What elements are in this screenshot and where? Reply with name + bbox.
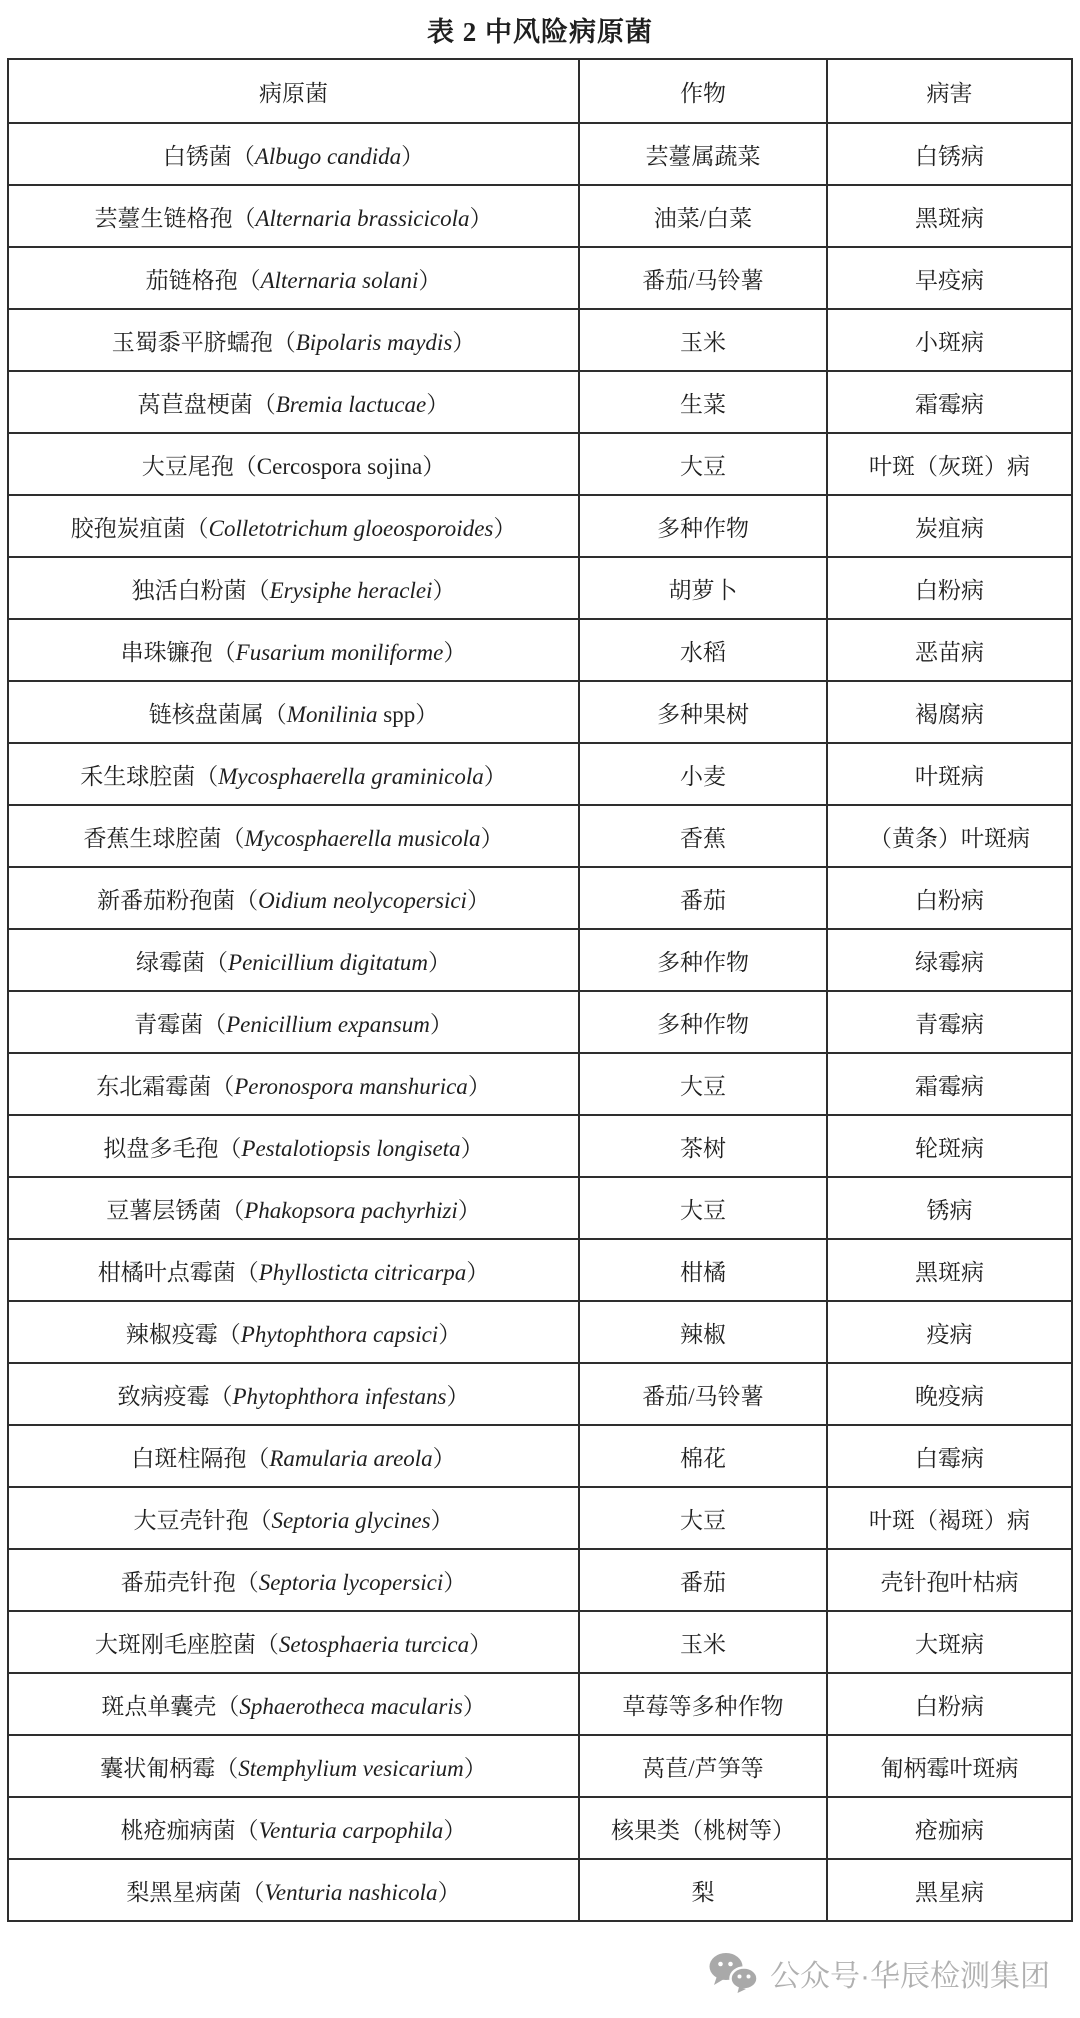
pathogen-cell: 玉蜀黍平脐蠕孢（Bipolaris maydis） [8,309,579,371]
crop-cell: 番茄/马铃薯 [579,247,827,309]
disease-cell: 晚疫病 [827,1363,1072,1425]
table-row [8,185,1072,247]
latin-name: Alternaria brassicicola [255,205,470,231]
disease-cell: （黄条）叶斑病 [827,805,1072,867]
pathogen-cell: 柑橘叶点霉菌（Phyllosticta citricarpa） [8,1239,579,1301]
table-row [8,1301,1072,1363]
pathogen-cell: 香蕉生球腔菌（Mycosphaerella musicola） [8,805,579,867]
latin-name: Phakopsora pachyrhizi [244,1197,458,1223]
latin-name: Bremia lactucae [275,391,427,417]
crop-cell: 多种果树 [579,681,827,743]
disease-cell: 绿霉病 [827,929,1072,991]
latin-name: Monilinia [286,701,378,727]
latin-name: Cercospora sojina [256,453,423,479]
table-body [8,123,1072,1921]
crop-cell: 大豆 [579,1487,827,1549]
disease-cell: 青霉病 [827,991,1072,1053]
table-row [8,1735,1072,1797]
column-header-disease: 病害 [827,59,1072,123]
latin-name: Mycosphaerella musicola [244,825,481,851]
latin-name: Ramularia areola [269,1445,433,1471]
table-row [8,991,1072,1053]
latin-name: Peronospora manshurica [234,1073,468,1099]
disease-cell: 大斑病 [827,1611,1072,1673]
table-row [8,867,1072,929]
pathogen-cell: 青霉菌（Penicillium expansum） [8,991,579,1053]
pathogen-cell: 独活白粉菌（Erysiphe heraclei） [8,557,579,619]
table-row [8,1363,1072,1425]
crop-cell: 柑橘 [579,1239,827,1301]
latin-name: Stemphylium vesicarium [238,1755,464,1781]
table-row [8,1487,1072,1549]
disease-cell: 褐腐病 [827,681,1072,743]
disease-cell: 恶苗病 [827,619,1072,681]
table-row [8,1239,1072,1301]
pathogen-cell: 番茄壳针孢（Septoria lycopersici） [8,1549,579,1611]
latin-name: Phyllosticta citricarpa [258,1259,467,1285]
crop-cell: 梨 [579,1859,827,1921]
table-row [8,1053,1072,1115]
table-row [8,1673,1072,1735]
wechat-icon [708,1952,760,1994]
pathogen-cell: 禾生球腔菌（Mycosphaerella graminicola） [8,743,579,805]
crop-cell: 多种作物 [579,929,827,991]
pathogen-cell: 茄链格孢（Alternaria solani） [8,247,579,309]
disease-cell: 白霉病 [827,1425,1072,1487]
crop-cell: 茶树 [579,1115,827,1177]
table-row [8,619,1072,681]
table-row [8,1177,1072,1239]
pathogen-cell: 白锈菌（Albugo candida） [8,123,579,185]
table-row [8,371,1072,433]
table-row [8,123,1072,185]
disease-cell: 轮斑病 [827,1115,1072,1177]
table-row [8,805,1072,867]
pathogen-cell: 梨黑星病菌（Venturia nashicola） [8,1859,579,1921]
disease-cell: 疫病 [827,1301,1072,1363]
table-header [8,59,1072,123]
disease-cell: 锈病 [827,1177,1072,1239]
disease-cell: 炭疽病 [827,495,1072,557]
crop-cell: 辣椒 [579,1301,827,1363]
disease-cell: 壳针孢叶枯病 [827,1549,1072,1611]
disease-cell: 早疫病 [827,247,1072,309]
watermark-footer [0,1928,1080,2018]
crop-cell: 小麦 [579,743,827,805]
crop-cell: 莴苣/芦笋等 [579,1735,827,1797]
pathogen-cell: 芸薹生链格孢（Alternaria brassicicola） [8,185,579,247]
disease-cell: 白锈病 [827,123,1072,185]
crop-cell: 水稻 [579,619,827,681]
disease-cell: 白粉病 [827,557,1072,619]
table-row [8,1859,1072,1921]
column-header-crop: 作物 [579,59,827,123]
table-row [8,557,1072,619]
crop-cell: 生菜 [579,371,827,433]
crop-cell: 胡萝卜 [579,557,827,619]
disease-cell: 叶斑（褐斑）病 [827,1487,1072,1549]
table-row [8,929,1072,991]
latin-name: Sphaerotheca macularis [239,1693,463,1719]
disease-cell: 匍柄霉叶斑病 [827,1735,1072,1797]
latin-name: Septoria lycopersici [258,1569,444,1595]
disease-cell: 黑斑病 [827,185,1072,247]
latin-name: Erysiphe heraclei [269,577,433,603]
disease-cell: 小斑病 [827,309,1072,371]
pathogen-cell: 拟盘多毛孢（Pestalotiopsis longiseta） [8,1115,579,1177]
latin-name: Penicillium expansum [226,1011,430,1037]
crop-cell: 草莓等多种作物 [579,1673,827,1735]
pathogen-cell: 莴苣盘梗菌（Bremia lactucae） [8,371,579,433]
table-row [8,1425,1072,1487]
latin-name: Colletotrichum gloeosporoides [208,515,494,541]
column-header-pathogen: 病原菌 [8,59,579,123]
pathogen-cell: 致病疫霉（Phytophthora infestans） [8,1363,579,1425]
latin-name: Bipolaris maydis [295,329,453,355]
pathogen-cell: 桃疮痂病菌（Venturia carpophila） [8,1797,579,1859]
table-row [8,495,1072,557]
latin-name: Phytophthora capsici [240,1321,439,1347]
crop-cell: 油菜/白菜 [579,185,827,247]
table-row [8,1797,1072,1859]
latin-name: Albugo candida [254,143,402,169]
pathogen-cell: 斑点单囊壳（Sphaerotheca macularis） [8,1673,579,1735]
latin-name: Fusarium moniliforme [235,639,444,665]
pathogen-cell: 链核盘菌属（Monilinia spp） [8,681,579,743]
pathogen-cell: 白斑柱隔孢（Ramularia areola） [8,1425,579,1487]
crop-cell: 大豆 [579,433,827,495]
pathogen-cell: 串珠镰孢（Fusarium moniliforme） [8,619,579,681]
latin-name: Setosphaeria turcica [278,1631,470,1657]
disease-cell: 白粉病 [827,867,1072,929]
page-title: 表 2 中风险病原菌 [427,16,653,47]
pathogen-cell: 囊状匍柄霉（Stemphylium vesicarium） [8,1735,579,1797]
crop-cell: 大豆 [579,1053,827,1115]
disease-cell: 叶斑病 [827,743,1072,805]
crop-cell: 番茄 [579,1549,827,1611]
crop-cell: 多种作物 [579,991,827,1053]
pathogen-cell: 辣椒疫霉（Phytophthora capsici） [8,1301,579,1363]
crop-cell: 香蕉 [579,805,827,867]
disease-cell: 黑斑病 [827,1239,1072,1301]
crop-cell: 棉花 [579,1425,827,1487]
disease-cell: 叶斑（灰斑）病 [827,433,1072,495]
crop-cell: 番茄 [579,867,827,929]
disease-cell: 霜霉病 [827,1053,1072,1115]
disease-cell: 黑星病 [827,1859,1072,1921]
table-row [8,1115,1072,1177]
latin-name: Venturia nashicola [264,1879,438,1905]
table-row [8,1549,1072,1611]
table-row [8,247,1072,309]
pathogen-cell: 新番茄粉孢菌（Oidium neolycopersici） [8,867,579,929]
header-row [8,59,1072,123]
latin-name: Oidium neolycopersici [258,887,467,913]
table-row [8,1611,1072,1673]
crop-cell: 玉米 [579,309,827,371]
pathogen-table [7,58,1073,1922]
latin-name: Venturia carpophila [258,1817,444,1843]
latin-name: Septoria glycines [271,1507,431,1533]
pathogen-cell: 大豆壳针孢（Septoria glycines） [8,1487,579,1549]
latin-name: Phytophthora infestans [232,1383,447,1409]
pathogen-cell: 豆薯层锈菌（Phakopsora pachyrhizi） [8,1177,579,1239]
table-row [8,681,1072,743]
crop-cell: 芸薹属蔬菜 [579,123,827,185]
table-row [8,433,1072,495]
crop-cell: 玉米 [579,1611,827,1673]
crop-cell: 番茄/马铃薯 [579,1363,827,1425]
pathogen-cell: 大斑刚毛座腔菌（Setosphaeria turcica） [8,1611,579,1673]
pathogen-cell: 绿霉菌（Penicillium digitatum） [8,929,579,991]
crop-cell: 大豆 [579,1177,827,1239]
table-row [8,309,1072,371]
watermark-label: 公众号·华辰检测集团 [770,1960,1050,1993]
pathogen-cell: 大豆尾孢（Cercospora sojina） [8,433,579,495]
crop-cell: 多种作物 [579,495,827,557]
latin-name: Penicillium digitatum [228,949,428,975]
disease-cell: 白粉病 [827,1673,1072,1735]
pathogen-cell: 胶孢炭疽菌（Colletotrichum gloeosporoides） [8,495,579,557]
latin-name: Pestalotiopsis longiseta [241,1135,461,1161]
crop-cell: 核果类（桃树等） [579,1797,827,1859]
latin-name: Alternaria solani [260,267,419,293]
table-row [8,743,1072,805]
latin-name: Mycosphaerella graminicola [218,763,484,789]
disease-cell: 霜霉病 [827,371,1072,433]
disease-cell: 疮痂病 [827,1797,1072,1859]
pathogen-cell: 东北霜霉菌（Peronospora manshurica） [8,1053,579,1115]
